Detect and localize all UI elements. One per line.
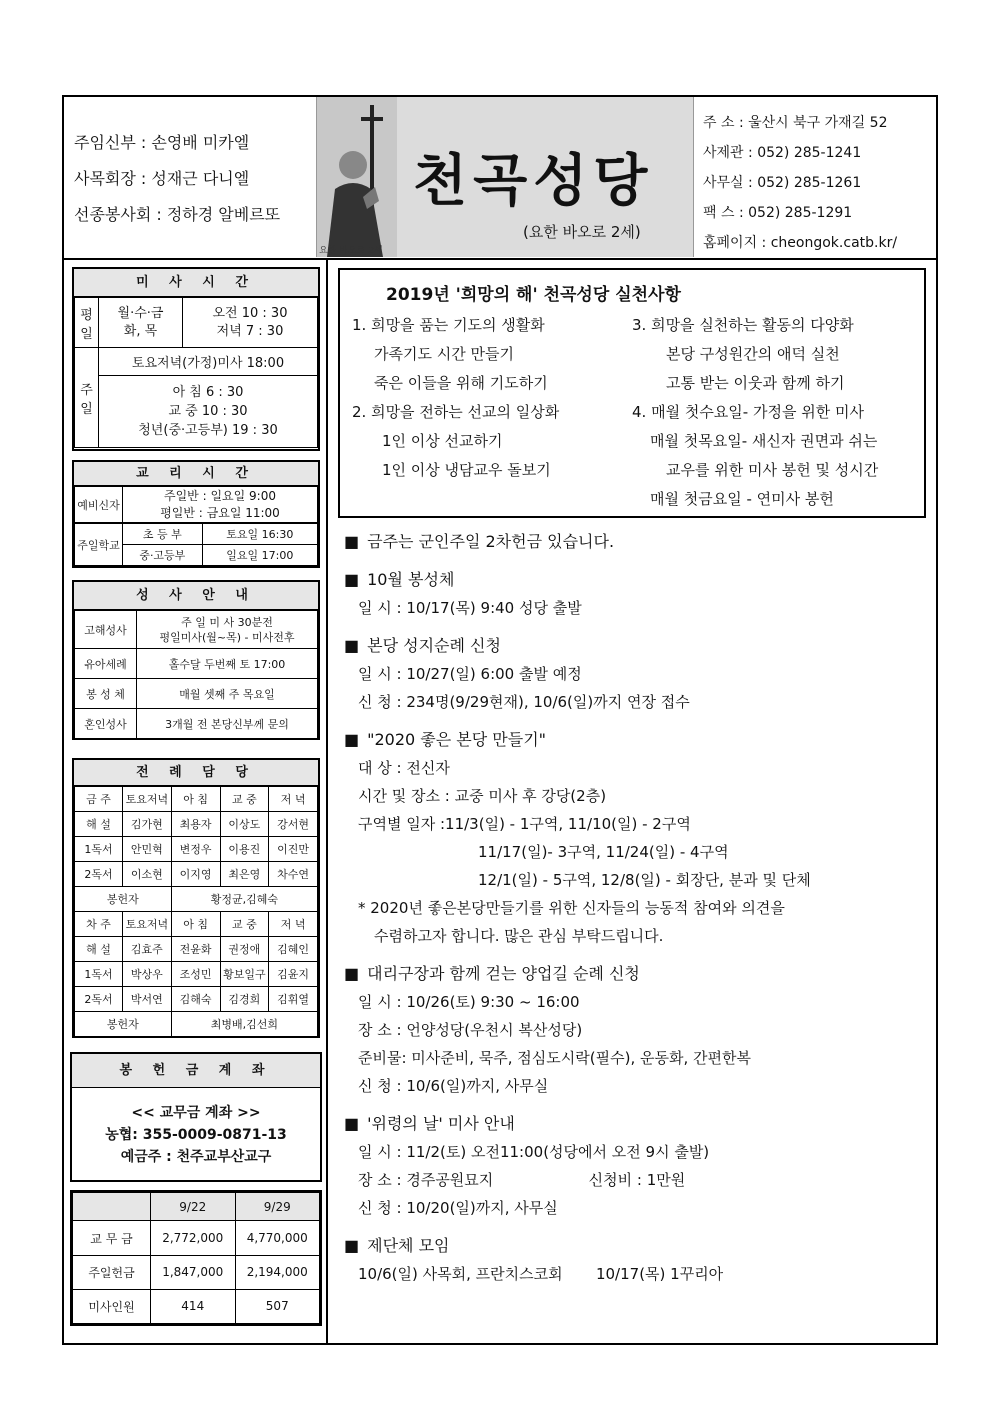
liturgy-cell: 김효주 — [123, 937, 172, 962]
sunday-label: 주일 — [75, 348, 99, 448]
weekday-days-1: 월·수·금 — [117, 305, 164, 321]
sunday-mass-2: 교 중 10 : 30 — [168, 404, 248, 419]
finance-box — [70, 1190, 322, 1326]
practice-item: 1인 이상 냉담교우 돌보기 — [382, 461, 551, 479]
contact-homepage: 홈페이지 : cheongok.catb.kr/ — [703, 235, 898, 251]
column-divider — [326, 258, 328, 1345]
finance-date: 9/29 — [235, 1193, 320, 1221]
notice-line: 일 시 : 10/17(목) 9:40 성당 출발 — [358, 599, 582, 617]
marriage-value: 3개월 전 본당신부께 문의 — [137, 709, 318, 739]
liturgy-cell: 박상우 — [123, 962, 172, 987]
liturgy-cell: 김가현 — [123, 812, 172, 837]
confession-label: 고해성사 — [75, 611, 137, 649]
practice-title: 2019년 '희망의 해' 천곡성당 실천사항 — [386, 285, 681, 305]
liturgy-role: 1독서 — [75, 962, 123, 987]
liturgy-cell: 김해숙 — [171, 987, 220, 1012]
practice-item: 2. 희망을 전하는 선교의 일상화 — [352, 403, 560, 421]
notice-line: 일 시 : 10/26(토) 9:30 ~ 16:00 — [358, 993, 580, 1011]
infant-baptism-value: 홀수달 두번째 토 17:00 — [137, 649, 318, 679]
pope-figure-icon — [317, 97, 397, 257]
liturgy-head-col: 교 중 — [220, 787, 269, 812]
sacraments-box — [72, 580, 320, 740]
weekday-days-2: 화, 목 — [123, 323, 158, 339]
notice-line: 11/17(일)- 3구역, 11/24(일) - 4구역 — [478, 843, 729, 861]
contact-office: 사무실 : 052) 285-1261 — [703, 175, 862, 191]
liturgy-role: 해 설 — [75, 937, 123, 962]
liturgy-title: 전 례 담 당 — [74, 760, 318, 786]
notice-line: 준비물: 미사준비, 묵주, 점심도시락(필수), 운동화, 간편한복 — [358, 1049, 751, 1067]
liturgy-cell: 김혜인 — [269, 937, 318, 962]
catechism-title: 교 리 시 간 — [74, 462, 318, 486]
practice-item: 본당 구성원간의 애덕 실천 — [666, 345, 840, 363]
liturgy-cell: 이진만 — [269, 837, 318, 862]
liturgy-cell: 황보일구 — [220, 962, 269, 987]
practice-item: 고통 받는 이웃과 함께 하기 — [666, 374, 845, 392]
finance-table — [72, 1192, 320, 1324]
liturgy-role: 2독서 — [75, 862, 123, 887]
liturgy-next-week-head: 차 주 — [75, 912, 123, 937]
liturgy-cell: 전윤화 — [171, 937, 220, 962]
liturgy-role: 1독서 — [75, 837, 123, 862]
liturgy-cell: 조성민 — [171, 962, 220, 987]
practice-box — [338, 268, 926, 518]
finance-value: 507 — [235, 1289, 320, 1323]
contact-info — [703, 108, 897, 258]
liturgy-role: 해 설 — [75, 812, 123, 837]
staff-pastor: 주임신부 : 손영배 미카엘 — [74, 133, 250, 152]
liturgy-cell: 이상도 — [220, 812, 269, 837]
practice-item: 1인 이상 선교하기 — [382, 432, 503, 450]
practice-item: 가족기도 시간 만들기 — [374, 345, 514, 363]
marriage-label: 혼인성사 — [75, 709, 137, 739]
liturgy-offer-names: 최병배,김선희 — [171, 1012, 317, 1037]
liturgy-table — [74, 786, 318, 1037]
finance-value: 1,847,000 — [151, 1255, 236, 1289]
communion-label: 봉 성 체 — [75, 679, 137, 709]
liturgy-cell: 권정애 — [220, 937, 269, 962]
liturgy-cell: 박서연 — [123, 987, 172, 1012]
sunday-mass-1: 아 침 6 : 30 — [172, 385, 244, 400]
notice-line: 수렴하고자 합니다. 많은 관심 부탁드립니다. — [374, 927, 664, 945]
notice-line: 장 소 : 언양성당(우천시 복산성당) — [358, 1021, 583, 1039]
offering-holder: 예금주 : 천주교부산교구 — [120, 1149, 272, 1165]
practice-item: 죽은 이들을 위해 기도하기 — [374, 374, 548, 392]
weekday-label: 평일 — [75, 298, 99, 348]
finance-value: 2,194,000 — [235, 1255, 320, 1289]
offering-bank: 농협: 355-0009-0871-13 — [105, 1127, 287, 1143]
sunday-school-label: 주일학교 — [75, 524, 123, 566]
notice-line: 시간 및 장소 : 교중 미사 후 강당(2층) — [358, 787, 607, 805]
mass-times-table — [74, 297, 318, 448]
contact-rectory: 사제관 : 052) 285-1241 — [703, 145, 862, 161]
communion-value: 매월 셋째 주 목요일 — [137, 679, 318, 709]
practice-item: 교우를 위한 미사 봉헌 및 성시간 — [666, 461, 879, 479]
mass-times-title: 미 사 시 간 — [74, 269, 318, 297]
catechumen-label: 예비신자 — [75, 487, 123, 523]
header-divider — [62, 258, 938, 260]
liturgy-cell: 이소현 — [123, 862, 172, 887]
middle-high-time: 일요일 17:00 — [202, 545, 317, 566]
catechumen-sunday: 주일반 : 일요일 9:00 — [164, 488, 276, 503]
saturday-mass: 토요저녁(가정)미사 18:00 — [99, 348, 318, 376]
logo-caption: 요한 바오로 2세 — [319, 246, 383, 256]
liturgy-head-col: 토요저녁 — [123, 912, 172, 937]
infant-baptism-label: 유아세례 — [75, 649, 137, 679]
notice-heading: ■ 금주는 군인주일 2차헌금 있습니다. — [344, 528, 934, 556]
liturgy-cell: 안민혁 — [123, 837, 172, 862]
liturgy-this-week-head: 금 주 — [75, 787, 123, 812]
finance-date: 9/22 — [151, 1193, 236, 1221]
liturgy-head-col: 저 녁 — [269, 912, 318, 937]
liturgy-cell: 변정우 — [171, 837, 220, 862]
finance-label: 교 무 금 — [73, 1221, 151, 1255]
liturgy-offer-names: 황정균,김혜숙 — [171, 887, 317, 912]
notice-heading: ■ '위령의 날' 미사 안내 — [344, 1110, 934, 1138]
notice-line: * 2020년 좋은본당만들기를 위한 신자들의 능동적 참여와 의견을 — [358, 899, 785, 917]
practice-item: 매월 첫금요일 - 연미사 봉헌 — [650, 490, 834, 508]
offering-account-title: << 교무금 계좌 >> — [131, 1105, 261, 1121]
sacraments-title: 성 사 안 내 — [74, 582, 318, 610]
notice-heading: ■ 본당 성지순례 신청 — [344, 632, 934, 660]
notice-line: 신 청 : 234명(9/29현재), 10/6(일)까지 연장 접수 — [358, 693, 690, 711]
liturgy-cell: 최용자 — [171, 812, 220, 837]
practice-right — [632, 311, 878, 514]
finance-value: 2,772,000 — [151, 1221, 236, 1255]
finance-value: 414 — [151, 1289, 236, 1323]
finance-label: 주일헌금 — [73, 1255, 151, 1289]
liturgy-role: 2독서 — [75, 987, 123, 1012]
offering-title: 봉 헌 금 계 좌 — [72, 1054, 320, 1088]
parish-logo — [316, 97, 694, 257]
notice-line: 일 시 : 11/2(토) 오전11:00(성당에서 오전 9시 출발) — [358, 1143, 710, 1161]
mass-times-box — [72, 267, 320, 451]
notice-line: 12/1(일) - 5구역, 12/8(일) - 회장단, 분과 및 단체 — [478, 871, 811, 889]
notice-line: 구역별 일자 :11/3(일) - 1구역, 11/10(일) - 2구역 — [358, 815, 691, 833]
liturgy-cell: 강서현 — [269, 812, 318, 837]
notice-line: 장 소 : 경주공원묘지 신청비 : 1만원 — [358, 1171, 686, 1189]
contact-address: 주 소 : 울산시 북구 가재길 52 — [703, 115, 888, 131]
liturgy-cell: 차수연 — [269, 862, 318, 887]
notice-heading: ■ "2020 좋은 본당 만들기" — [344, 726, 934, 754]
liturgy-box — [72, 758, 320, 1038]
weekday-time-1: 오전 10 : 30 — [212, 305, 288, 321]
liturgy-cell: 김경희 — [220, 987, 269, 1012]
offering-box — [70, 1052, 322, 1182]
liturgy-head-col: 아 침 — [171, 787, 220, 812]
practice-left — [352, 311, 632, 514]
practice-item: 매월 첫목요일- 새신자 권면과 쉬는 — [650, 432, 878, 450]
practice-item: 3. 희망을 실천하는 활동의 다양화 — [632, 316, 854, 334]
contact-fax: 팩 스 : 052) 285-1291 — [703, 205, 853, 221]
catechism-box — [72, 460, 320, 568]
staff-funeral: 선종봉사회 : 정하경 알베르또 — [74, 205, 281, 224]
liturgy-cell: 김휘열 — [269, 987, 318, 1012]
liturgy-head-col: 교 중 — [220, 912, 269, 937]
notice-heading: ■ 대리구장과 함께 걷는 양업길 순례 신청 — [344, 960, 934, 988]
liturgy-cell: 이지영 — [171, 862, 220, 887]
staff-list — [74, 125, 280, 233]
liturgy-cell: 이용진 — [220, 837, 269, 862]
liturgy-cell: 김윤지 — [269, 962, 318, 987]
notice-heading: ■ 10월 봉성체 — [344, 566, 934, 594]
notices — [344, 528, 934, 1288]
liturgy-head-col: 저 녁 — [269, 787, 318, 812]
catechism-table — [74, 486, 318, 523]
staff-council: 사목회장 : 성재근 다니엘 — [74, 169, 250, 188]
middle-high-label: 중·고등부 — [123, 545, 203, 566]
practice-item: 4. 매월 첫수요일- 가정을 위한 미사 — [632, 403, 864, 421]
notice-heading: ■ 제단체 모임 — [344, 1232, 934, 1260]
notice-line: 10/6(일) 사목회, 프란치스코회 10/17(목) 1꾸리아 — [358, 1265, 724, 1283]
liturgy-offer-label: 봉헌자 — [75, 1012, 172, 1037]
sunday-school-table — [74, 523, 318, 566]
notice-line: 대 상 : 전신자 — [358, 759, 450, 777]
weekday-time-2: 저녁 7 : 30 — [216, 323, 284, 339]
elementary-time: 토요일 16:30 — [202, 524, 317, 545]
confession-value: 주 일 미 사 30분전 평일미사(월~목) - 미사전후 — [137, 611, 318, 649]
practice-item: 1. 희망을 품는 기도의 생활화 — [352, 316, 545, 334]
parish-subtitle: (요한 바오로 2세) — [523, 223, 641, 241]
sunday-mass-3: 청년(중·고등부) 19 : 30 — [138, 423, 278, 438]
liturgy-cell: 최은영 — [220, 862, 269, 887]
offering-details — [72, 1088, 320, 1168]
notice-line: 신 청 : 10/6(일)까지, 사무실 — [358, 1077, 549, 1095]
finance-value: 4,770,000 — [235, 1221, 320, 1255]
liturgy-head-col: 토요저녁 — [123, 787, 172, 812]
sacraments-table — [74, 610, 318, 739]
elementary-label: 초 등 부 — [123, 524, 203, 545]
notice-line: 일 시 : 10/27(일) 6:00 출발 예정 — [358, 665, 582, 683]
liturgy-head-col: 아 침 — [171, 912, 220, 937]
parish-title: 천곡성당 — [413, 148, 654, 214]
notice-line: 신 청 : 10/20(일)까지, 사무실 — [358, 1199, 558, 1217]
finance-label: 미사인원 — [73, 1289, 151, 1323]
liturgy-offer-label: 봉헌자 — [75, 887, 172, 912]
catechumen-weekday: 평일반 : 금요일 11:00 — [160, 505, 280, 520]
